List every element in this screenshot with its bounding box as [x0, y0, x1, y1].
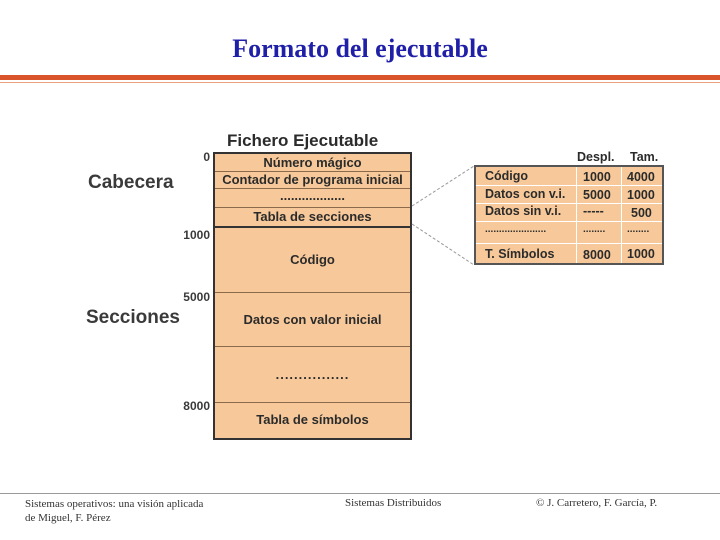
table-cell-despl: 8000	[583, 248, 611, 262]
footer-rule	[0, 493, 720, 494]
table-cell-despl: 5000	[583, 188, 611, 202]
diagram-heading: Fichero Ejecutable	[227, 131, 379, 150]
header-row: ..................	[279, 188, 345, 203]
offset-label: 0	[203, 150, 210, 164]
row-divider	[476, 221, 662, 222]
row-divider	[476, 243, 662, 244]
section-row: Datos con valor inicial	[243, 312, 382, 327]
table-cell-tam: 1000	[627, 247, 655, 261]
section-row: ................	[275, 367, 350, 382]
table-cell-despl: ........	[583, 224, 606, 235]
label-sections: Secciones	[86, 307, 180, 328]
row-divider	[476, 185, 662, 186]
table-cell-despl: -----	[583, 204, 604, 218]
header-row: Tabla de secciones	[253, 209, 372, 224]
offset-label: 1000	[183, 228, 210, 242]
footer-credit-line: Sistemas operativos: una visión aplicada	[25, 498, 204, 510]
connector-line	[412, 166, 474, 206]
header-row: Contador de programa inicial	[222, 172, 403, 187]
column-divider	[621, 167, 622, 263]
table-cell-tam: ........	[627, 224, 650, 235]
table-cell-tam: 500	[631, 206, 652, 220]
table-cell-name: Datos sin v.i.	[485, 204, 562, 218]
section-row: Código	[290, 252, 335, 267]
header-row: Número mágico	[263, 155, 362, 170]
table-cell-name: Código	[485, 169, 529, 183]
footer-copyright: © J. Carretero, F. García, P.	[536, 497, 658, 509]
table-cell-tam: 1000	[627, 188, 655, 202]
table-cell-despl: 1000	[583, 170, 611, 184]
connector-line	[412, 224, 474, 265]
section-row: Tabla de símbolos	[256, 412, 369, 427]
table-cell-tam: 4000	[627, 170, 655, 184]
table-cell-name: ......................	[485, 224, 547, 235]
column-header-despl: Despl.	[577, 150, 615, 164]
table-cell-name: Datos con v.i.	[485, 187, 566, 201]
offset-label: 8000	[183, 399, 210, 413]
offset-label: 5000	[183, 290, 210, 304]
sections-table	[474, 165, 664, 265]
footer-credit-line: de Miguel, F. Pérez	[25, 512, 111, 524]
column-divider	[576, 167, 577, 263]
footer-credit	[25, 497, 203, 525]
table-cell-name: T. Símbolos	[485, 247, 555, 261]
page-title: Formato del ejecutable	[232, 34, 488, 63]
footer-course: Sistemas Distribuidos	[345, 497, 442, 509]
column-header-tam: Tam.	[630, 150, 659, 164]
label-header: Cabecera	[88, 172, 174, 193]
